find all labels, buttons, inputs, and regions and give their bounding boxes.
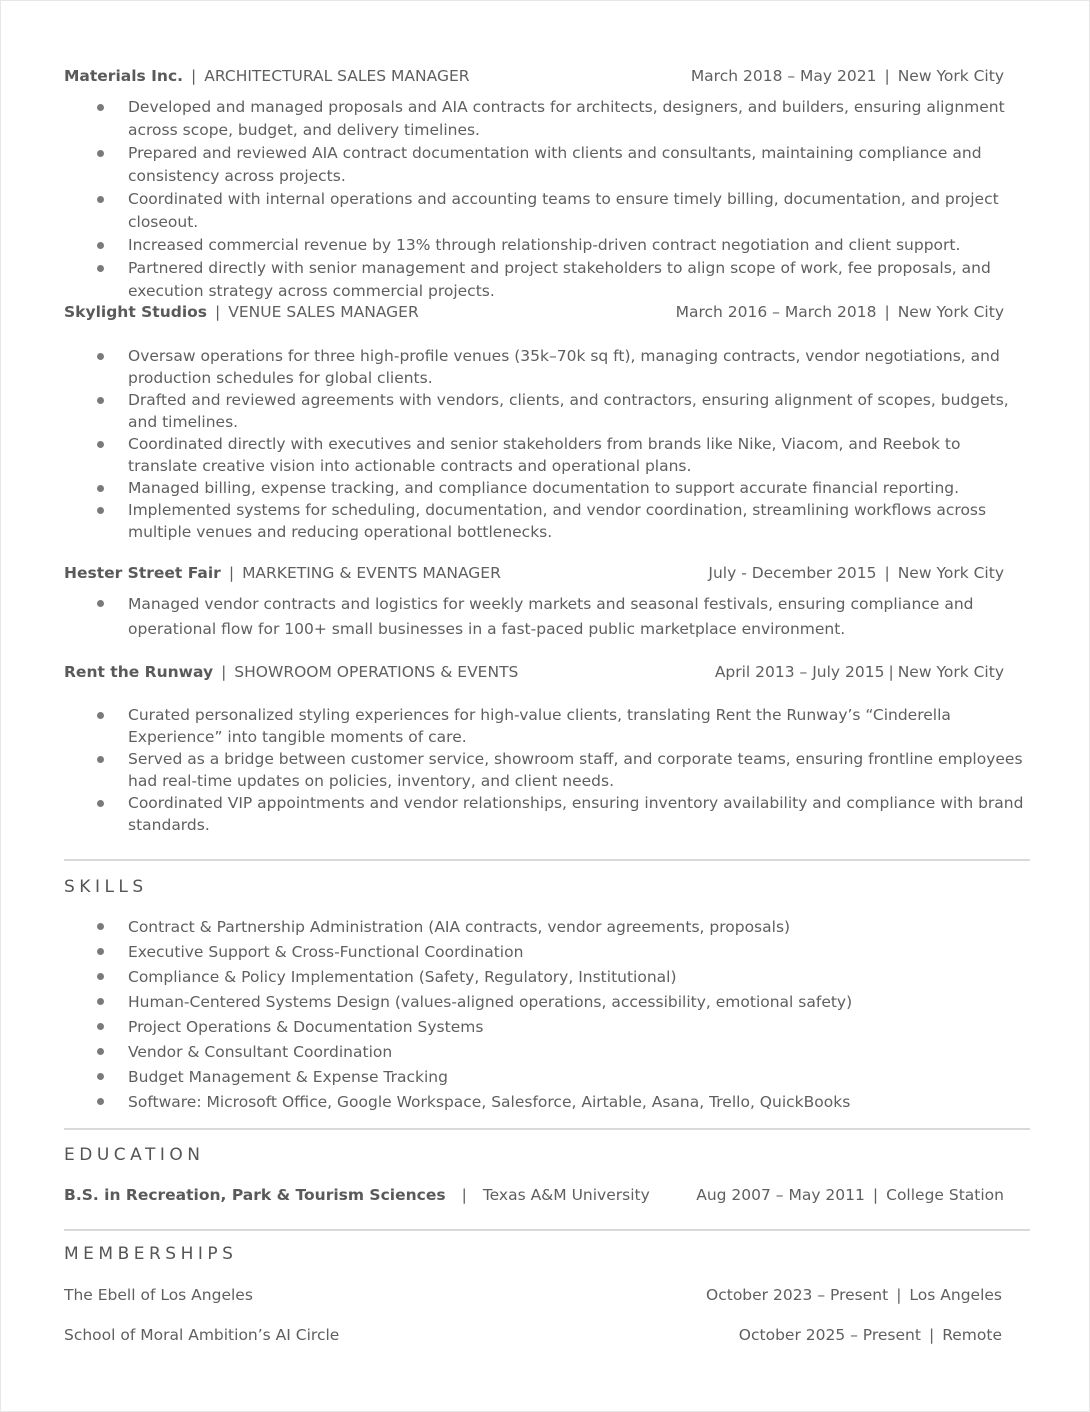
job-dates: July - December 2015 (708, 564, 877, 582)
company-name: Hester Street Fair (64, 564, 221, 582)
bullet-item: Oversaw operations for three high-profile venues (35k–70k sq ft), managing contracts, vendor negotiations, and production schedules for global clients. (64, 345, 1030, 389)
section-divider (64, 859, 1030, 861)
skill-item: Vendor & Consultant Coordination (64, 1040, 1030, 1065)
membership-location: Remote (942, 1326, 1002, 1344)
job-location: New York City (897, 564, 1004, 582)
separator: | (228, 564, 235, 582)
job-date-line (676, 301, 1004, 323)
membership-location: Los Angeles (909, 1286, 1002, 1304)
skill-item: Budget Management & Expense Tracking (64, 1065, 1030, 1090)
job-title-line (64, 301, 419, 323)
company-name: Skylight Studios (64, 303, 208, 321)
membership-dates: October 2025 – Present (738, 1326, 921, 1344)
education-dates: Aug 2007 – May 2011 (696, 1186, 865, 1204)
memberships-heading: MEMBERSHIPS (64, 1244, 238, 1264)
job-location: New York City (897, 663, 1004, 681)
bullet-item: Implemented systems for scheduling, documentation, and vendor coordination, streamlining workflows across multiple venues and reducing operational bottlenecks. (64, 499, 1030, 543)
job-bullets-hester (64, 592, 1030, 642)
bullet-item: Managed billing, expense tracking, and compliance documentation to support accurate financial reporting. (64, 477, 1030, 499)
section-divider (64, 1128, 1030, 1130)
skill-item: Executive Support & Cross-Functional Coordination (64, 940, 1030, 965)
job-bullets-materials (64, 96, 1030, 303)
separator: | (461, 1186, 467, 1204)
separator: | (884, 564, 890, 582)
bullet-item: Partnered directly with senior management and project stakeholders to align scope of work, fee proposals, and execution strategy across commercial projects. (64, 257, 1030, 303)
membership-entry (64, 1324, 1002, 1346)
skill-item: Project Operations & Documentation Systems (64, 1015, 1030, 1040)
skills-heading: SKILLS (64, 877, 148, 897)
job-title-line (64, 562, 501, 584)
bullet-item: Developed and managed proposals and AIA contracts for architects, designers, and builders, ensuring alignment across scope, budget, and delivery timelines. (64, 96, 1030, 142)
membership-name: School of Moral Ambition’s AI Circle (64, 1326, 340, 1344)
bullet-item: Increased commercial revenue by 13% through relationship-driven contract negotiation and client support. (64, 234, 1030, 257)
bullet-item: Coordinated VIP appointments and vendor relationships, ensuring inventory availability and compliance with brand standards. (64, 792, 1030, 836)
bullet-item: Served as a bridge between customer service, showroom staff, and corporate teams, ensuring frontline employees had real-time updates on policies, inventory, and client needs. (64, 748, 1030, 792)
membership-name: The Ebell of Los Angeles (64, 1286, 253, 1304)
bullet-item: Curated personalized styling experiences for high-value clients, translating Rent the Runway’s “Cinderella Experience” into tangible moments of care. (64, 704, 1030, 748)
separator: | (191, 67, 197, 85)
skill-item: Compliance & Policy Implementation (Safety, Regulatory, Institutional) (64, 965, 1030, 990)
bullet-item: Drafted and reviewed agreements with vendors, clients, and contractors, ensuring alignment of scopes, budgets, and timelines. (64, 389, 1030, 433)
company-name: Materials Inc. (64, 67, 184, 85)
bullet-item: Coordinated with internal operations and accounting teams to ensure timely billing, documentation, and project closeout. (64, 188, 1030, 234)
company-name: Rent the Runway (64, 663, 214, 681)
job-header-materials (64, 65, 1004, 87)
membership-entry (64, 1284, 1002, 1306)
job-dates: March 2016 – March 2018 (675, 303, 877, 321)
school-name: Texas A&M University (482, 1186, 650, 1204)
bullet-item: Coordinated directly with executives and senior stakeholders from brands like Nike, Viacom, and Reebok to translate creative vision into actionable contracts and operational plans. (64, 433, 1030, 477)
job-role: ARCHITECTURAL SALES MANAGER (204, 67, 470, 85)
job-dates: March 2018 – May 2021 (690, 67, 877, 85)
job-bullets-rtr (64, 704, 1030, 836)
job-header-rtr (64, 661, 1004, 683)
membership-dates: October 2023 – Present (706, 1286, 889, 1304)
separator: | (884, 67, 890, 85)
bullet-item: Managed vendor contracts and logistics for weekly markets and seasonal festivals, ensuring compliance and operational flow for 100+ small businesses in a fast-paced public marketplace environment. (64, 592, 1030, 642)
job-date-line (715, 661, 1004, 683)
education-entry (64, 1184, 1004, 1206)
separator: | (221, 663, 227, 681)
bullet-item: Prepared and reviewed AIA contract documentation with clients and consultants, maintaining compliance and consistency across projects. (64, 142, 1030, 188)
education-location: College Station (886, 1186, 1004, 1204)
job-role: MARKETING & EVENTS MANAGER (242, 564, 501, 582)
education-date-line (696, 1184, 1004, 1206)
membership-date-line (739, 1324, 1002, 1346)
section-divider (64, 1229, 1030, 1231)
separator: | (884, 303, 890, 321)
separator: | (896, 1286, 902, 1304)
job-title-line (64, 65, 470, 87)
separator: | (928, 1326, 935, 1344)
job-role: VENUE SALES MANAGER (228, 303, 419, 321)
job-date-line (691, 65, 1004, 87)
job-role: SHOWROOM OPERATIONS & EVENTS (234, 663, 519, 681)
separator: | (215, 303, 221, 321)
job-dates: April 2013 – July 2015 (714, 663, 885, 681)
skill-item: Software: Microsoft Office, Google Workspace, Salesforce, Airtable, Asana, Trello, QuickBooks (64, 1090, 1030, 1115)
separator: | (872, 1186, 879, 1204)
skill-item: Human-Centered Systems Design (values-aligned operations, accessibility, emotional safety) (64, 990, 1030, 1015)
degree-name: B.S. in Recreation, Park & Tourism Sciences (64, 1186, 446, 1204)
job-header-skylight (64, 301, 1004, 323)
skills-list (64, 915, 1030, 1115)
education-heading: EDUCATION (64, 1145, 205, 1165)
degree-line (64, 1184, 650, 1206)
membership-date-line (706, 1284, 1002, 1306)
job-title-line (64, 661, 518, 683)
job-bullets-skylight (64, 345, 1030, 543)
skill-item: Contract & Partnership Administration (AIA contracts, vendor agreements, proposals) (64, 915, 1030, 940)
job-date-line (708, 562, 1004, 584)
job-location: New York City (897, 67, 1004, 85)
separator: | (888, 663, 894, 681)
job-header-hester (64, 562, 1004, 584)
job-location: New York City (897, 303, 1004, 321)
